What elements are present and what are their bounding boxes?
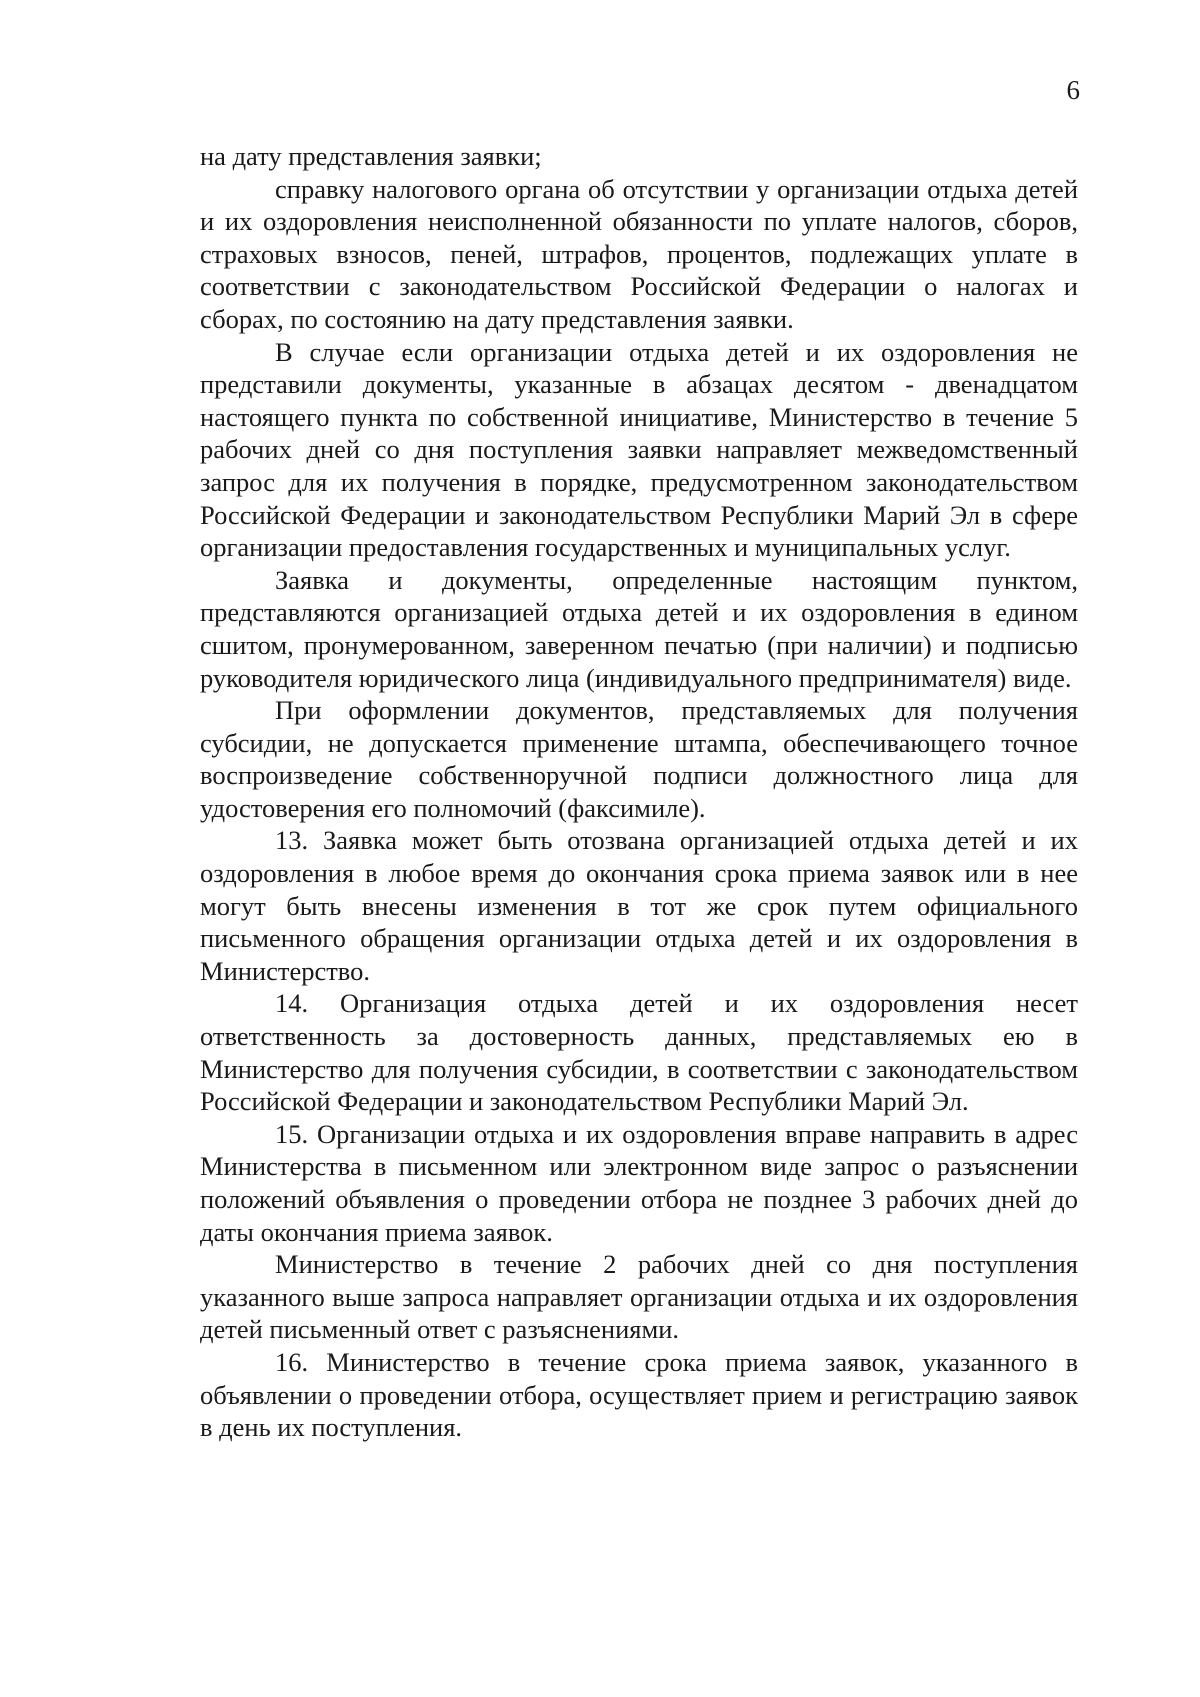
paragraph-item-15: 15. Организации отдыха и их оздоровления вправе направить в адрес Министерства в письменном или электронном виде запрос о разъяснении положений объявления о проведении отбора не позднее 3 рабочих дней до даты окончания приема заявок. (200, 1118, 1078, 1247)
paragraph-ministry-response: Министерство в течение 2 рабочих дней со дня поступления указанного выше запроса направляет организации отдыха и их оздоровления детей письменный ответ с разъяснениями. (200, 1249, 1078, 1345)
paragraph-tax-certificate: справку налогового органа об отсутствии у организации отдыха детей и их оздоровления неисполненной обязанности по уплате налогов, сборов, страховых взносов, пеней, штрафов, процентов, подлежащих уплате в соответствии с законодательством Российской Федерации о налогах и сборах, по состоянию на дату представления заявки. (200, 173, 1078, 334)
paragraph-item-13: 13. Заявка может быть отозвана организацией отдыха детей и их оздоровления в любое время до окончания срока приема заявок или в нее могут быть внесены изменения в тот же срок путем официального письменного обращения организации отдыха детей и их оздоровления в Министерство. (200, 825, 1078, 986)
paragraph-interagency-request: В случае если организации отдыха детей и их оздоровления не представили документы, указанные в абзацах десятом - двенадцатом настоящего пункта по собственной инициативе, Министерство в течение 5 рабочих дней со дня поступления заявки направляет межведомственный запрос для их получения в порядке, предусмотренном законодательством Российской Федерации и законодательством Республики Марий Эл в сфере организации предоставления государственных и муниципальных услуг. (200, 336, 1078, 563)
document-body (200, 140, 1078, 1444)
paragraph-application-binding: Заявка и документы, определенные настоящим пунктом, представляются организацией отдыха детей и их оздоровления в едином сшитом, пронумерованном, заверенном печатью (при наличии) и подписью руководителя юридического лица (индивидуального предпринимателя) виде. (200, 564, 1078, 693)
paragraph-item-14: 14. Организация отдыха детей и их оздоровления несет ответственность за достоверность данных, представляемых ею в Министерство для получения субсидии, в соответствии с законодательством Российской Федерации и законодательством Республики Марий Эл. (200, 988, 1078, 1117)
page-number: 6 (1066, 75, 1080, 105)
paragraph-item-16: 16. Министерство в течение срока приема заявок, указанного в объявлении о проведении отбора, осуществляет прием и регистрацию заявок в день их поступления. (200, 1346, 1078, 1443)
paragraph-facsimile-prohibition: При оформлении документов, представляемых для получения субсидии, не допускается применение штампа, обеспечивающего точное воспроизведение собственноручной подписи должностного лица для удостоверения его полномочий (факсимиле). (200, 695, 1078, 823)
paragraph-continuation: на дату представления заявки; (200, 141, 542, 171)
